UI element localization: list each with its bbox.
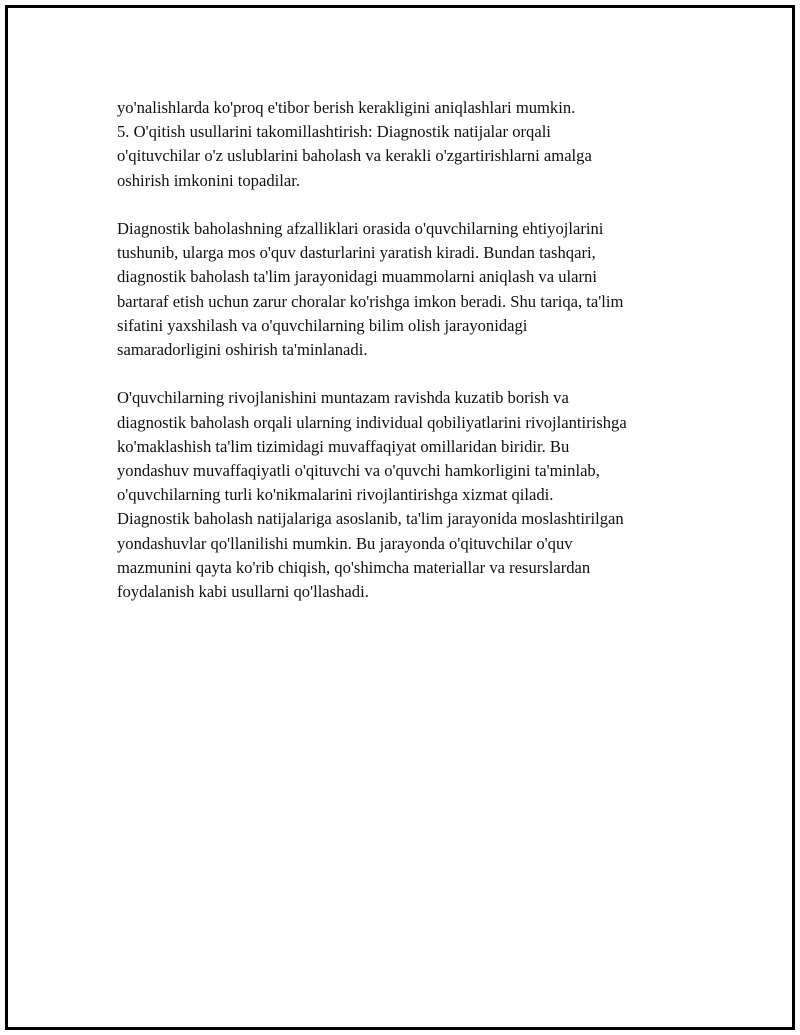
document-page xyxy=(5,5,795,1030)
paragraph: Diagnostik baholashning afzalliklari orasida o'quvchilarning ehtiyojlarini tushunib, ularga mos o'quv dasturlarini yaratish kiradi. Bundan tashqari, diagnostik baholash ta'lim jarayonidagi muammolarni aniqlash va ularni bartaraf etish uchun zarur choralar ko'rishga imkon beradi. Shu tariqa, ta'lim sifatini yaxshilash va o'quvchilarning bilim olish jarayonidagi samaradorligini oshirish ta'minlanadi. xyxy=(117,219,624,360)
document-body xyxy=(117,96,707,604)
paragraph-spacer xyxy=(117,362,707,386)
paragraph-spacer xyxy=(117,193,707,217)
paragraph: yo'nalishlarda ko'proq e'tibor berish kerakligini aniqlashlari mumkin. 5. O'qitish usullarini takomillashtirish: Diagnostik natijalar orqali o'qituvchilar o'z uslublarini baholash va kerakli o'zgartirishlarni amalga oshirish imkonini topadilar. xyxy=(117,98,592,190)
paragraph: O'quvchilarning rivojlanishini muntazam ravishda kuzatib borish va diagnostik baholash orqali ularning individual qobiliyatlarini rivojlantirishga ko'maklashish ta'lim tizimidagi muvaffaqiyat omillaridan biridir. Bu yondashuv muvaffaqiyatli o'qituvchi va o'quvchi hamkorligini ta'minlab, o'quvchilarning turli ko'nikmalarini rivojlantirishga xizmat qiladi. Diagnostik baholash natijalariga asoslanib, ta'lim jarayonida moslashtirilgan yondashuvlar qo'llanilishi mumkin. Bu jarayonda o'qituvchilar o'quv mazmunini qayta ko'rib chiqish, qo'shimcha materiallar va resurslardan foydalanish kabi usullarni qo'llashadi. xyxy=(117,388,627,602)
